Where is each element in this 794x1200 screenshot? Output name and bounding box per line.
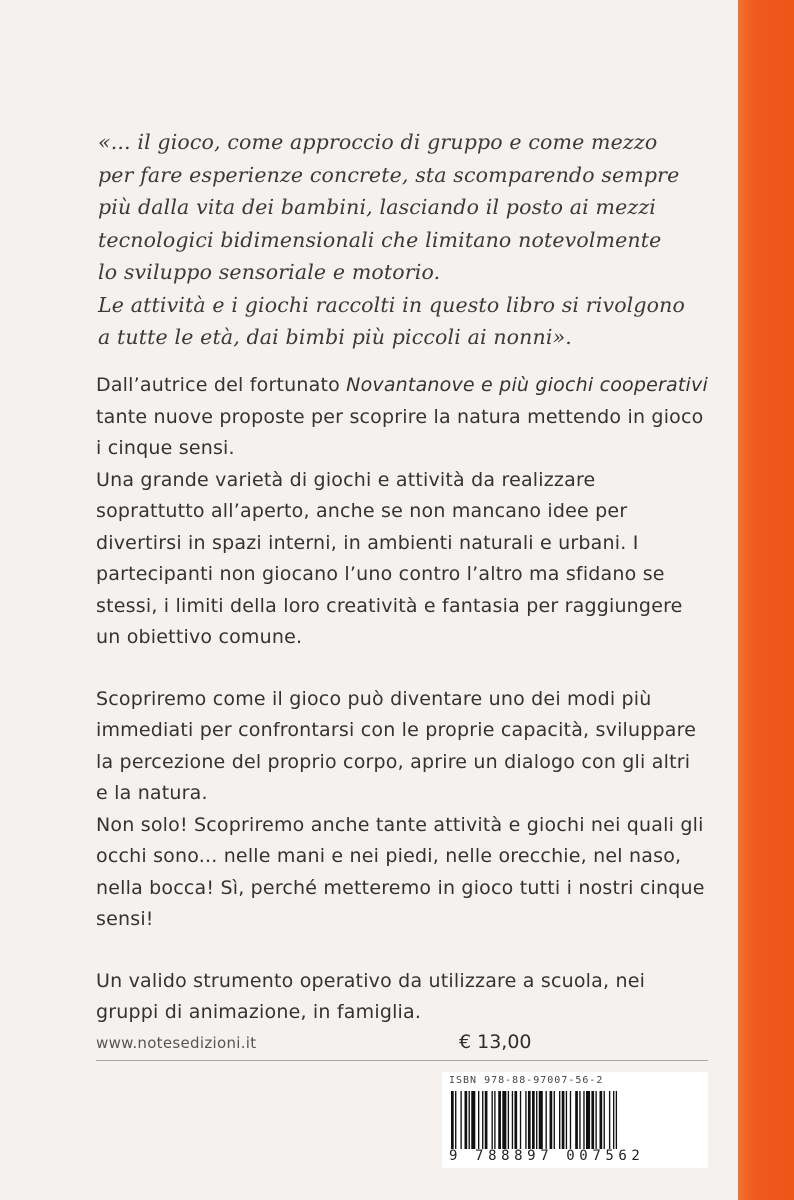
- price-label: € 13,00: [459, 1031, 532, 1053]
- intro-text: Dall’autrice del fortunato: [96, 374, 347, 396]
- isbn-label: ISBN 978-88-97007-56-2: [449, 1075, 604, 1086]
- quote-line: a tutte le età, dai bimbi più piccoli ai nonni».: [98, 325, 572, 349]
- quote-line: «... il gioco, come approccio di gruppo e come mezzo: [98, 130, 658, 154]
- paragraph-senses: Non solo! Scopriremo anche tante attività e giochi nei quali gli occhi sono... nelle mani e nei piedi, nelle orecchie, nel naso, nella bocca! Sì, perché metteremo in gioco tutti i nostri cinque sensi!: [96, 813, 705, 930]
- book-title-reference: Novantanove e più giochi cooperativi: [346, 374, 708, 396]
- quote-line: per fare esperienze concrete, sta scomparendo sempre: [98, 162, 680, 187]
- description-text: [96, 370, 708, 1029]
- paragraph-tool: Un valido strumento operativo da utilizzare a scuola, nei gruppi di animazione, in famiglia.: [96, 969, 646, 1023]
- quote-line: tecnologici bidimensionali che limitano notevolmente: [98, 227, 662, 252]
- barcode-digits: 9 788897 007562: [449, 1148, 645, 1164]
- paragraph-intro: [96, 370, 708, 465]
- barcode-image: [449, 1091, 705, 1149]
- publisher-url: www.notesedizioni.it: [96, 1034, 257, 1052]
- quote-line: Le attività e i giochi raccolti in questo libro si rivolgono: [98, 292, 686, 317]
- footer-divider: [96, 1060, 708, 1061]
- quote-line: più dalla vita dei bambini, lasciando il posto ai mezzi: [98, 195, 657, 219]
- paragraph-discover: Scopriremo come il gioco può diventare uno dei modi più immediati per confrontarsi con le proprie capacità, sviluppare la percezione del proprio corpo, aprire un dialogo con gli altri e la natura.: [96, 687, 697, 804]
- orange-spine: [738, 0, 794, 1200]
- italic-quote: [98, 126, 698, 354]
- paragraph-variety: Una grande varietà di giochi e attività da realizzare soprattutto all’aperto, anche se non mancano idee per divertirsi in spazi interni, in ambienti naturali e urbani. I partecipanti non giocano l’uno contro l’altro ma sfidano se stessi, i limiti della loro creatività e fantasia per raggiungere un obiettivo comune.: [96, 468, 683, 648]
- quote-line: lo sviluppo sensoriale e motorio.: [98, 260, 441, 284]
- intro-rest: tante nuove proposte per scoprire la natura mettendo in gioco i cinque sensi.: [96, 405, 704, 459]
